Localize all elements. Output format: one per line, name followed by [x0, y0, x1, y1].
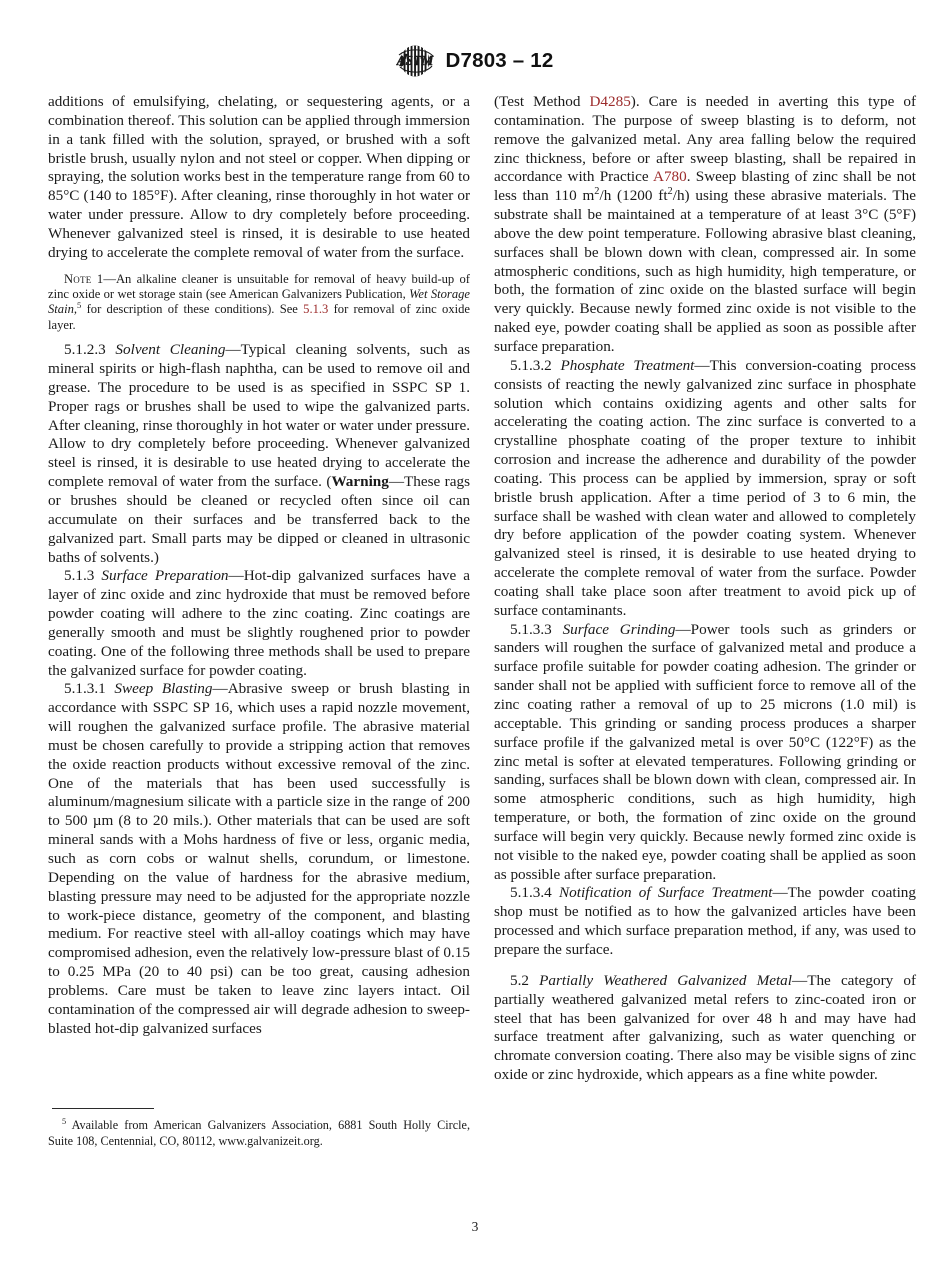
section-text: Hot-dip galvanized surfaces have a layer of zinc oxide and zinc hydroxide that must be removed before powder coating will adhere to the zinc coating. Zinc coatings are generally smooth and must be slightly roughened prior to powder coating. One of the following three methods shall be used to prepare the galvanized surface for powder coating.: [48, 567, 471, 679]
section-dash: —: [228, 567, 244, 585]
section-title: Phosphate Treatment: [560, 356, 695, 374]
text-a: (Test Method: [494, 93, 590, 110]
section-title: Surface Grinding: [562, 620, 676, 638]
section-5-2: [494, 972, 916, 1085]
section-title: Sweep Blasting: [114, 680, 213, 698]
section-title: Solvent Cleaning: [115, 341, 226, 359]
note-text-c: for removal of zinc oxide layer.: [48, 302, 471, 332]
footnote-5: [48, 1118, 470, 1148]
link-d4285[interactable]: D4285: [589, 93, 631, 110]
section-text: This conversion-coating process consists of reacting the newly galvanized zinc surface in phosphate solution which contains oxidizing agents and other salts for accelerating the coating action. The zinc surface is converted to a crystalline phosphate coating of the proper texture to inhibit corrosion and increase the adherence and durability of the powder coating. This process can be applied by immersion, spray or soft bristle brush application. After a time period of 3 to 6 min, the surface shall be washed with clean water and allowed to completely dry before application of the powder coating system. Whenever galvanized steel is rinsed, it is desirable to use heated drying to accelerate the complete removal of water from the surface. Powder coating shall take place soon after treatment to avoid pick up of surface contaminants.: [494, 356, 916, 619]
footnote-number: 5: [62, 1117, 67, 1127]
section-5-1-3-1: [48, 680, 470, 1038]
page-header: [0, 44, 950, 78]
link-5-1-3[interactable]: 5.1.3: [303, 302, 329, 317]
superscript-square-1: 2: [594, 186, 600, 198]
footnote-separator-rule: [52, 1108, 154, 1109]
footnote-text: Available from American Galvanizers Association, 6881 South Holly Circle, Suite 108, Centennial, CO, 80112, www.galvanizeit.org.: [48, 1118, 470, 1148]
footnote-block: [48, 1108, 470, 1149]
text-d: /h (1200 ft: [599, 187, 668, 205]
section-text: The category of partially weathered galvanized metal refers to zinc-coated iron or steel that has been galvanized for over 48 h and may have had surface treatment after galvanizing, such as water quenching or chromate conversion coating. There also may be visible signs of zinc oxide or zinc hydroxide, which appears as a fine white powder.: [494, 971, 917, 1084]
note-text-b: for description of these conditions). See: [81, 302, 304, 317]
page-number: 3: [471, 1219, 479, 1234]
section-text: Power tools such as grinders or sanders will roughen the surface of galvanized metal and produce a surface profile suitable for powder coating adhesion. The grinder or sander shall not be applied with sufficient force to remove all of the zinc coating rather a removal of up to 25 microns (1.0 mil) is acceptable. This grinding or sanding process produces a sharper surface profile if the galvanized metal is over 50°C (122°F) as the zinc metal is softer at elevated temperatures. Following grinding or sanding, surfaces shall be blown down with clean, compressed air. In some atmospheric conditions, such as high humidity, high temperature, or both, the formation of zinc oxide on the ground surface will begin very quickly. Because newly formed zinc oxide is not visible to the naked eye, powder coating shall be applied as soon as possible after surface preparation.: [494, 620, 916, 883]
link-a780[interactable]: A780: [653, 168, 687, 186]
section-text: Abrasive sweep or brush blasting in accordance with SSPC SP 16, which uses a rapid nozzle movement, will roughen the galvanized surface profile. The abrasive material must be chosen carefully to provide a stripping action that removes the oxide reaction products without excessive removal of the zinc. One of the materials that has been used successfully is aluminum/magnesium silicate with a particle size in the range of 200 to 500 µm (8 to 20 mils.). Other materials that can be used are soft mineral sands with a Mohs hardness of five or less, organic media, such as corn cobs or walnut shells, corundum, or limestone. Depending on the value of hardness for the abrasive medium, blasting pressure may need to be adjusted for the appropriate nozzle to work-piece distance, geometry of the component, and blasting medium. For reactive steel with all-alloy coatings which may have compromised adhesion, even the relatively low-pressure blast of 0.15 to 0.25 MPa (20 to 40 psi) can be too great, causing adhesion problems. Care must be taken to leave zinc layers intact. Oil contamination of the compressed air will degrade adhesion to sweep-blasted hot-dip galvanized surfaces: [48, 680, 470, 1037]
section-dash: —: [772, 884, 788, 902]
section-5-1-3: [48, 567, 470, 680]
section-text-b: —These rags or brushes should be cleaned or recycled often since oil can accumulate on their surfaces and be transferred back to the galvanized part. Small parts may be dipped or cleaned in ultrasonic baths of solvents.): [48, 473, 470, 566]
section-5-1-3-4: [494, 884, 916, 959]
section-text-a: Typical cleaning solvents, such as mineral spirits or high-flash naphtha, can be used to remove oil and grease. The procedure to be used is as specified in SSPC SP 1. Proper rags or brushes shall be used to wipe the galvanized parts. After cleaning, rinse thoroughly in hot water or water under pressure. Allow to dry completely before proceeding. Whenever galvanized steel is rinsed, it is desirable to use heated drying to accelerate the complete removal of water from the surface. (: [48, 341, 471, 491]
warning-label: Warning: [331, 473, 389, 491]
section-text: The powder coating shop must be notified as to how the galvanized articles have been processed and which surface preparation method, if any, was used to prepare the surface.: [494, 884, 916, 958]
section-dash: —: [675, 620, 691, 638]
note-1: [48, 272, 470, 334]
section-number: 5.1.3: [64, 567, 95, 585]
section-title: Notification of Surface Treatment: [559, 884, 773, 902]
section-5-1-3-3: [494, 621, 916, 885]
section-number: 5.1.2.3: [64, 341, 106, 359]
section-dash: —: [212, 680, 228, 698]
section-number: 5.1.3.3: [510, 620, 552, 638]
right-column: [494, 93, 916, 1085]
svg-text:ASTM: ASTM: [397, 53, 434, 68]
section-dash: —: [225, 341, 241, 359]
footnote-marker-5: 5: [77, 300, 82, 311]
text-e: /h) using these abrasive materials. The substrate shall be maintained at a temperature of at least 3°C (5°F) above the dew point temperature. Following abrasive blast cleaning, surfaces shall be blown down with clean, compressed air. In some atmospheric conditions, such as high humidity, high temperature, or both, the formation of zinc oxide on the blasted surface will begin very quickly. Because newly formed zinc oxide is not visible to the naked eye, powder coating shall be applied as soon as possible after surface preparation.: [494, 187, 916, 355]
section-number: 5.1.3.4: [510, 884, 552, 902]
section-5-1-3-2: [494, 357, 916, 621]
text-c: . Sweep blasting of zinc shall be not less than 110 m: [494, 168, 916, 205]
section-number: 5.2: [510, 971, 529, 989]
note-italic-title: Wet Storage Stain,: [48, 287, 471, 317]
note-text-a: An alkaline cleaner is unsuitable for removal of heavy build-up of zinc oxide or wet storage stain (see American Galvanizers Publication,: [48, 271, 470, 301]
astm-logo-icon: [396, 44, 436, 78]
paragraph-continued-right: [494, 93, 916, 357]
section-number: 5.1.3.2: [510, 356, 552, 374]
two-column-body: [48, 93, 916, 1085]
section-number: 5.1.3.1: [64, 680, 106, 698]
superscript-square-2: 2: [667, 186, 673, 198]
section-dash: —: [694, 356, 710, 374]
section-title: Surface Preparation: [101, 567, 229, 585]
note-label: Note 1: [64, 271, 104, 286]
note-dash: —: [103, 271, 116, 286]
text-b: ). Care is needed in averting this type of contamination. The purpose of sweep blasting is to deform, not remove the galvanized metal. Any area falling below the required zinc thickness, before or after sweep blasting, shall be repaired in accordance with Practice: [494, 93, 916, 186]
standard-designation: D7803 – 12: [445, 49, 554, 72]
left-column: [48, 93, 470, 1085]
section-dash: —: [792, 971, 808, 989]
section-5-1-2-3: [48, 341, 470, 567]
section-title: Partially Weathered Galvanized Metal: [539, 971, 792, 989]
paragraph-continued: additions of emulsifying, chelating, or sequestering agents, or a combination thereof. This solution can be applied through immersion in a tank filled with the solution, sprayed, or brushed with a soft bristle brush, usually nylon and not steel or copper. When dipping or spraying, the solution works best in the temperature range from 60 to 85°C (140 to 185°F). After cleaning, rinse thoroughly in hot water or water under pressure. Allow to dry completely before proceeding. Whenever galvanized steel is rinsed, it is desirable to use heated drying to accelerate the complete removal of water from the surface.: [48, 93, 470, 261]
